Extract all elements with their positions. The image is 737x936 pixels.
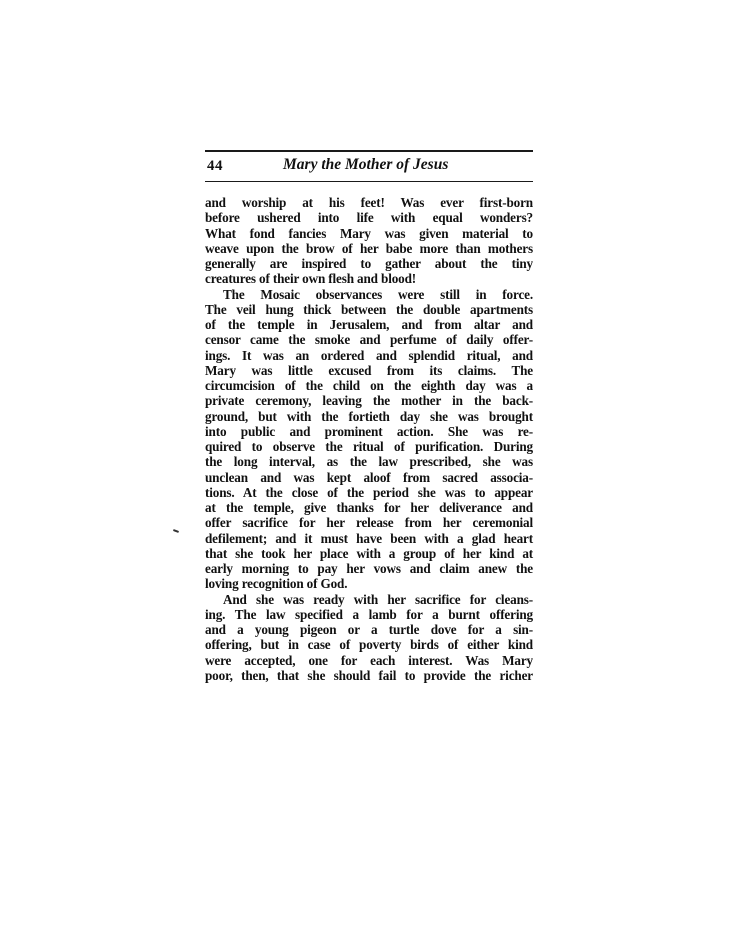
text-line: private ceremony, leaving the mother in the back- — [205, 393, 533, 409]
text-line: circumcision of the child on the eighth day was a — [205, 378, 533, 393]
text-line: And she was ready with her sacrifice for cleans- — [223, 591, 533, 607]
header-rule-bottom — [205, 181, 533, 182]
text-line: unclean and was kept aloof from sacred associa- — [205, 469, 533, 485]
text-line: generally are inspired to gather about the tiny — [205, 256, 533, 271]
text-line: loving recognition of God. — [205, 576, 348, 592]
text-line: into public and prominent action. She was re- — [205, 423, 533, 439]
text-line: weave upon the brow of her babe more than mothers — [205, 240, 533, 256]
body-text — [205, 195, 533, 683]
text-line: The veil hung thick between the double apartments — [205, 301, 533, 317]
text-line: ing. The law specified a lamb for a burnt offering — [205, 606, 533, 622]
text-line: and a young pigeon or a turtle dove for a sin- — [205, 622, 533, 637]
text-line: censor came the smoke and perfume of daily offer- — [205, 332, 533, 348]
text-line: tions. At the close of the period she was to appear — [205, 484, 533, 500]
header-rule-top — [205, 150, 533, 152]
text-line: before ushered into life with equal wonders? — [205, 210, 533, 226]
page-header — [205, 150, 533, 186]
text-line: and worship at his feet! Was ever first-born — [205, 195, 533, 210]
text-line: What fond fancies Mary was given material to — [205, 225, 533, 241]
text-line: quired to observe the ritual of purification. During — [205, 439, 533, 454]
text-line: Mary was little excused from its claims. The — [205, 362, 533, 378]
ink-speck — [173, 529, 179, 533]
page-number: 44 — [207, 158, 223, 174]
text-line: early morning to pay her vows and claim anew the — [205, 561, 533, 576]
text-line: The Mosaic observances were still in force. — [223, 286, 533, 302]
text-line: of the temple in Jerusalem, and from altar and — [205, 317, 533, 332]
text-line: poor, then, that she should fail to provide the richer — [205, 667, 533, 683]
text-line: were accepted, one for each interest. Was Mary — [205, 652, 533, 668]
text-line: at the temple, give thanks for her deliverance and — [205, 500, 533, 515]
text-line: defilement; and it must have been with a glad heart — [205, 530, 533, 546]
running-title: Mary the Mother of Jesus — [283, 156, 449, 173]
text-line: creatures of their own flesh and blood! — [205, 271, 417, 287]
text-line: ings. It was an ordered and splendid ritual, and — [205, 347, 533, 363]
text-line: the long interval, as the law prescribed, she was — [205, 454, 533, 470]
text-line: ground, but with the fortieth day she was brought — [205, 408, 533, 424]
text-line: offer sacrifice for her release from her ceremonial — [205, 515, 533, 531]
text-line: that she took her place with a group of her kind at — [205, 545, 533, 561]
text-line: offering, but in case of poverty birds of either kind — [205, 637, 533, 653]
